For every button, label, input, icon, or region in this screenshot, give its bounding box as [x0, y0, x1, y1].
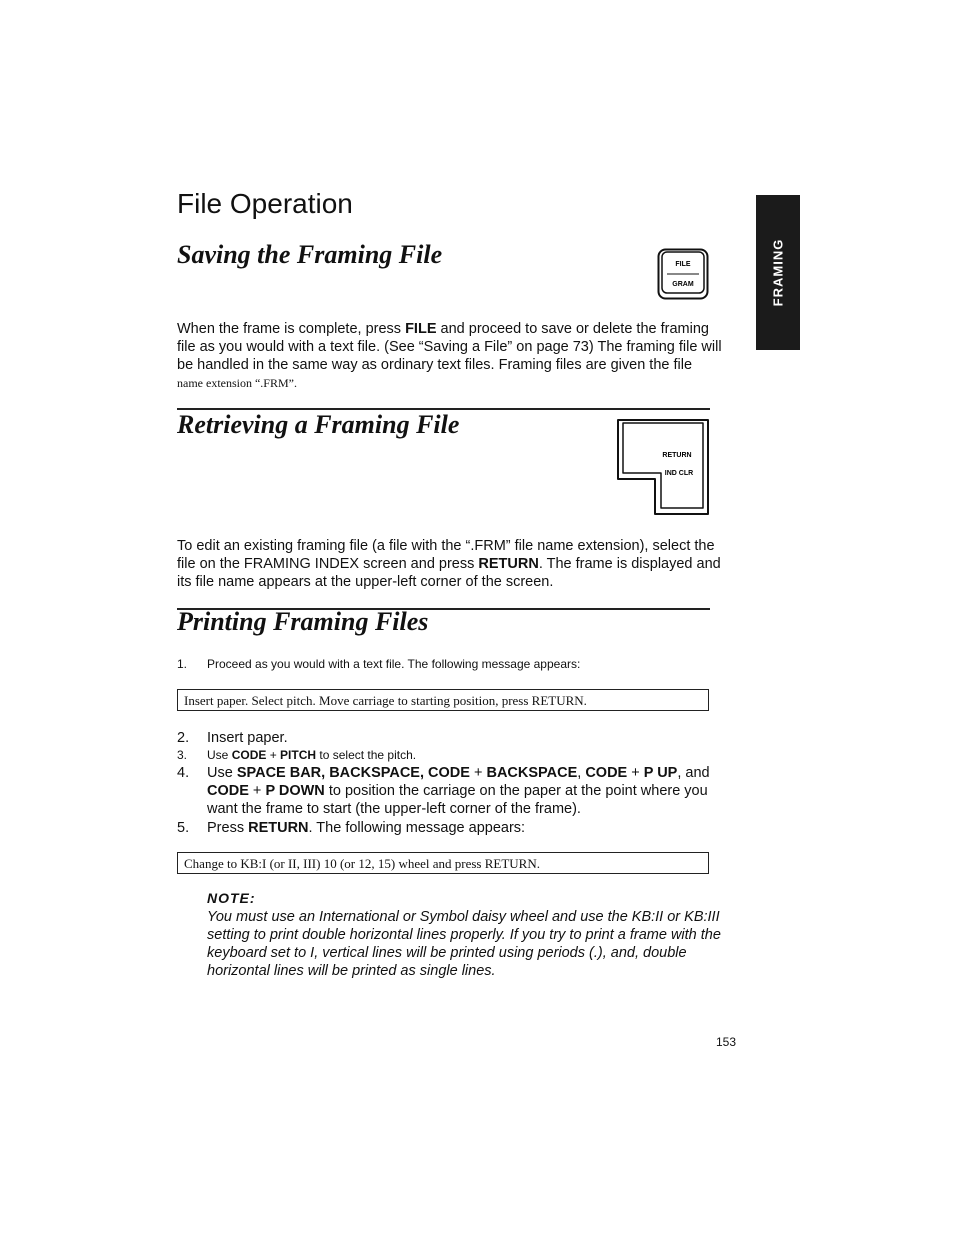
- list-item: 5. Press RETURN. The following message appears:: [177, 820, 526, 836]
- file-key-icon: [657, 248, 709, 300]
- note-text: You must use an International or Symbol daisy wheel and use the KB:II or KB:III setting to print double horizontal lines properly. If you try to print a frame with the keyboard set to I, vertical lines will be printed using periods (.), and, double horizontal lines will be printed as single lines.: [207, 909, 721, 979]
- return-key-icon: [615, 417, 711, 517]
- note-block: [207, 890, 747, 980]
- heading-retrieving: Retrieving a Framing File: [177, 410, 460, 439]
- heading-saving: Saving the Framing File: [177, 240, 443, 269]
- list-item: 2. Insert paper.: [177, 730, 288, 746]
- list-item: 4. Use SPACE BAR, BACKSPACE, CODE + BACKSPACE, CODE + P UP, and CODE + P DOWN to position the carriage on the paper at the point where you want the frame to start (the upper-left corner of the frame).: [177, 765, 710, 817]
- message-box-insert-paper: Insert paper. Select pitch. Move carriage to starting position, press RETURN.: [177, 689, 709, 711]
- retrieving-paragraph: To edit an existing framing file (a file with the “.FRM” file name extension), select the file on the FRAMING INDEX screen and press RETURN. The frame is displayed and its file name appears at the upper-left corner of the screen.: [177, 538, 721, 590]
- list-item: 1. Proceed as you would with a text file. The following message appears:: [177, 657, 581, 671]
- file-key-bottom-label: GRAM: [672, 281, 694, 288]
- page-number: 153: [716, 1035, 737, 1049]
- file-key-top-label: FILE: [675, 261, 691, 268]
- heading-printing: Printing Framing Files: [177, 607, 429, 636]
- message-box-change-wheel: Change to KB:I (or II, III) 10 (or 12, 15) wheel and press RETURN.: [177, 852, 709, 874]
- page-title: File Operation: [177, 188, 353, 219]
- note-heading: NOTE:: [207, 890, 256, 906]
- saving-paragraph: When the frame is complete, press FILE and proceed to save or delete the framing file as you would with a text file. (See “Saving a File” on page 73) The framing file will be handled in the same way as ordinary text files. Framing files are given the file name extension “.FRM”.: [177, 321, 722, 390]
- side-tab-label: FRAMING: [770, 238, 786, 307]
- section-side-tab: [756, 195, 800, 350]
- return-key-bottom-label: IND CLR: [664, 470, 694, 477]
- list-item: 3. Use CODE + PITCH to select the pitch.: [177, 748, 417, 762]
- return-key-top-label: RETURN: [662, 452, 692, 459]
